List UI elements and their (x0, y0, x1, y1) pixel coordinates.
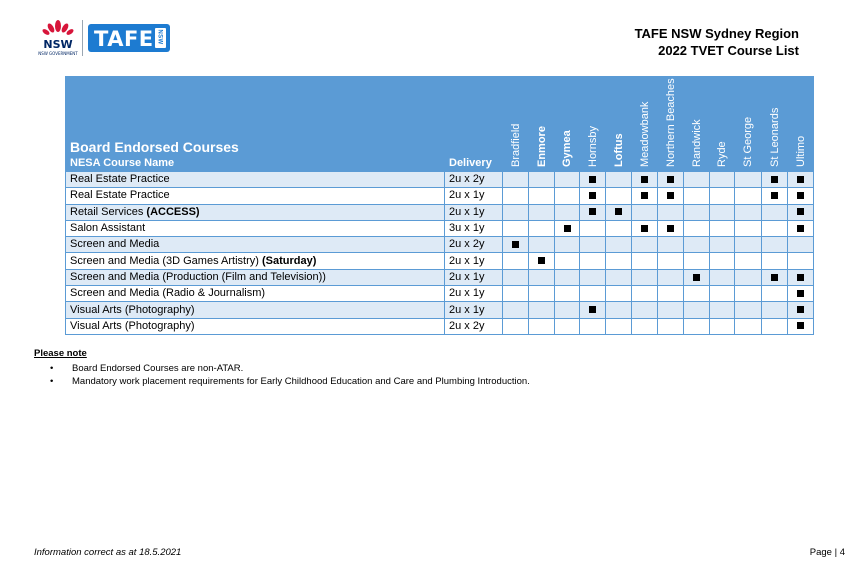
course-name-cell (66, 253, 445, 269)
note-item (34, 375, 530, 388)
availability-cell (503, 318, 529, 334)
campus-label: Bradfield (509, 123, 522, 167)
availability-cell (762, 269, 788, 285)
bullet-icon: • (50, 363, 54, 374)
course-suffix: (Saturday) (261, 254, 317, 267)
course-column-header: NESA Course Name (70, 157, 175, 169)
campus-label: Hornsby (586, 126, 599, 167)
logo-left-text: NSW GOVERNMENT (38, 51, 78, 56)
note-item (34, 362, 530, 375)
availability-cell (555, 237, 580, 253)
availability-cell (788, 286, 814, 302)
availability-cell (580, 286, 606, 302)
logo-divider (82, 20, 83, 56)
availability-cell (580, 253, 606, 269)
availability-cell (529, 286, 555, 302)
availability-cell (684, 269, 710, 285)
availability-cell (555, 253, 580, 269)
delivery-cell: 2u x 1y (445, 286, 503, 302)
campus-label: Ultimo (794, 135, 807, 167)
table-row (66, 204, 814, 220)
course-name: Real Estate Practice (70, 189, 170, 202)
availability-cell (529, 237, 555, 253)
available-square-icon (667, 225, 674, 232)
availability-cell (735, 269, 762, 285)
availability-cell (658, 172, 684, 188)
delivery-cell: 2u x 1y (445, 302, 503, 318)
availability-cell (710, 286, 735, 302)
section-title: Board Endorsed Courses (70, 139, 239, 155)
availability-cell (580, 237, 606, 253)
available-square-icon (797, 290, 804, 297)
availability-cell (735, 220, 762, 236)
availability-cell (606, 253, 632, 269)
availability-cell (658, 253, 684, 269)
availability-cell (529, 188, 555, 204)
available-square-icon (589, 208, 596, 215)
table-header-row (66, 77, 814, 172)
campus-label: Northern Beaches (664, 78, 677, 167)
table-row (66, 318, 814, 334)
availability-cell (710, 302, 735, 318)
availability-cell (606, 269, 632, 285)
available-square-icon (615, 208, 622, 215)
availability-cell (762, 318, 788, 334)
availability-cell (555, 204, 580, 220)
delivery-cell: 2u x 2y (445, 318, 503, 334)
available-square-icon (797, 192, 804, 199)
available-square-icon (641, 225, 648, 232)
availability-cell (529, 220, 555, 236)
available-square-icon (667, 192, 674, 199)
campus-label: Meadowbank (638, 101, 651, 167)
availability-cell (684, 204, 710, 220)
nsw-government-logo (37, 18, 79, 58)
availability-cell (503, 237, 529, 253)
availability-cell (684, 237, 710, 253)
availability-cell (529, 318, 555, 334)
campus-label: Enmore (535, 126, 548, 167)
course-name: Visual Arts (Photography) (70, 303, 195, 316)
bullet-icon: • (50, 376, 54, 387)
availability-cell (788, 220, 814, 236)
availability-cell (762, 302, 788, 318)
campus-header-cell (503, 77, 529, 172)
campus-header-cell (632, 77, 658, 172)
campus-label: Randwick (690, 119, 703, 167)
course-name: Screen and Media (70, 238, 160, 251)
availability-cell (735, 302, 762, 318)
availability-cell (788, 237, 814, 253)
availability-cell (762, 253, 788, 269)
availability-cell (788, 204, 814, 220)
tafe-nsw-logo (88, 24, 170, 52)
svg-text:NSW: NSW (43, 38, 73, 51)
availability-cell (684, 188, 710, 204)
table-row (66, 172, 814, 188)
availability-cell (580, 220, 606, 236)
delivery-cell: 2u x 1y (445, 204, 503, 220)
availability-cell (632, 237, 658, 253)
campus-header-cell (606, 77, 632, 172)
campus-header-cell (788, 77, 814, 172)
availability-cell (632, 286, 658, 302)
course-name: Retail Services (70, 205, 147, 218)
availability-cell (606, 318, 632, 334)
availability-cell (735, 188, 762, 204)
availability-cell (606, 220, 632, 236)
course-name-cell (66, 220, 445, 236)
availability-cell (710, 237, 735, 253)
availability-cell (735, 253, 762, 269)
course-name-cell (66, 237, 445, 253)
table-row (66, 188, 814, 204)
availability-cell (735, 172, 762, 188)
course-header-cell (66, 77, 445, 172)
availability-cell (684, 302, 710, 318)
availability-cell (503, 220, 529, 236)
availability-cell (503, 269, 529, 285)
campus-header-cell (555, 77, 580, 172)
available-square-icon (797, 176, 804, 183)
available-square-icon (771, 192, 778, 199)
note-text: Mandatory work placement requirements for Early Childhood Education and Care and Plumbing Introduction. (72, 376, 530, 387)
availability-cell (632, 172, 658, 188)
availability-cell (632, 318, 658, 334)
availability-cell (684, 253, 710, 269)
course-name-cell (66, 302, 445, 318)
availability-cell (606, 172, 632, 188)
available-square-icon (797, 225, 804, 232)
table-row (66, 237, 814, 253)
availability-cell (658, 220, 684, 236)
delivery-cell: 2u x 1y (445, 269, 503, 285)
course-name: Visual Arts (Photography) (70, 319, 195, 332)
available-square-icon (771, 274, 778, 281)
page-number: Page | 4 (809, 547, 845, 558)
availability-cell (710, 204, 735, 220)
availability-cell (735, 286, 762, 302)
course-name: Screen and Media (Production (Film and Television)) (70, 270, 326, 283)
availability-cell (529, 269, 555, 285)
campus-header-cell (580, 77, 606, 172)
availability-cell (503, 253, 529, 269)
availability-cell (555, 318, 580, 334)
available-square-icon (641, 192, 648, 199)
availability-cell (762, 204, 788, 220)
availability-cell (710, 253, 735, 269)
availability-cell (503, 172, 529, 188)
availability-cell (658, 286, 684, 302)
campus-header-cell (735, 77, 762, 172)
course-name: Real Estate Practice (70, 173, 170, 186)
campus-label: St Leonards (768, 107, 781, 167)
availability-cell (788, 188, 814, 204)
availability-cell (606, 302, 632, 318)
course-name-cell (66, 172, 445, 188)
availability-cell (555, 269, 580, 285)
availability-cell (632, 188, 658, 204)
campus-header-cell (710, 77, 735, 172)
delivery-cell: 2u x 1y (445, 253, 503, 269)
campus-header-cell (684, 77, 710, 172)
tafe-logo-nsw-tab (155, 28, 166, 48)
availability-cell (503, 204, 529, 220)
availability-cell (632, 220, 658, 236)
availability-cell (684, 172, 710, 188)
availability-cell (710, 269, 735, 285)
availability-cell (555, 220, 580, 236)
available-square-icon (797, 208, 804, 215)
campus-label: St George (742, 116, 754, 167)
availability-cell (580, 204, 606, 220)
availability-cell (735, 204, 762, 220)
available-square-icon (564, 225, 571, 232)
delivery-cell: 2u x 1y (445, 188, 503, 204)
availability-cell (762, 172, 788, 188)
availability-cell (710, 172, 735, 188)
course-name-cell (66, 269, 445, 285)
campus-header-cell (529, 77, 555, 172)
table-row (66, 302, 814, 318)
campus-label: Gymea (561, 130, 573, 167)
availability-cell (788, 172, 814, 188)
note-text: Board Endorsed Courses are non-ATAR. (72, 363, 244, 374)
availability-cell (503, 188, 529, 204)
availability-cell (788, 302, 814, 318)
campus-label: Ryde (716, 141, 728, 167)
available-square-icon (589, 306, 596, 313)
table-row (66, 286, 814, 302)
availability-cell (788, 253, 814, 269)
delivery-cell: 2u x 2y (445, 172, 503, 188)
title-line-2: 2022 TVET Course List (658, 43, 799, 58)
availability-cell (762, 220, 788, 236)
delivery-cell: 3u x 1y (445, 220, 503, 236)
available-square-icon (797, 322, 804, 329)
available-square-icon (589, 176, 596, 183)
availability-cell (632, 253, 658, 269)
availability-cell (632, 302, 658, 318)
availability-cell (503, 302, 529, 318)
availability-cell (762, 237, 788, 253)
availability-cell (658, 188, 684, 204)
availability-cell (580, 172, 606, 188)
available-square-icon (771, 176, 778, 183)
document-title (635, 25, 799, 59)
availability-cell (606, 204, 632, 220)
tafe-logo-subtext: NSW (156, 29, 163, 45)
course-name: Screen and Media (Radio & Journalism) (70, 287, 266, 300)
availability-cell (606, 286, 632, 302)
available-square-icon (538, 257, 545, 264)
availability-cell (606, 188, 632, 204)
availability-cell (788, 318, 814, 334)
availability-cell (684, 220, 710, 236)
availability-cell (580, 188, 606, 204)
availability-cell (710, 188, 735, 204)
delivery-cell: 2u x 2y (445, 237, 503, 253)
title-line-1: TAFE NSW Sydney Region (634, 26, 799, 41)
campus-header-cell (762, 77, 788, 172)
course-table (65, 76, 814, 335)
course-name: Screen and Media (3D Games Artistry) (70, 254, 262, 267)
available-square-icon (589, 192, 596, 199)
availability-cell (529, 253, 555, 269)
availability-cell (658, 269, 684, 285)
tafe-logo-text: TAFE (94, 27, 154, 51)
available-square-icon (641, 176, 648, 183)
course-name-cell (66, 318, 445, 334)
availability-cell (580, 269, 606, 285)
availability-cell (684, 318, 710, 334)
availability-cell (555, 286, 580, 302)
available-square-icon (797, 306, 804, 313)
availability-cell (555, 302, 580, 318)
footer-info: Information correct as at 18.5.2021 (34, 547, 182, 558)
table-row (66, 253, 814, 269)
course-name: Salon Assistant (70, 222, 146, 235)
availability-cell (503, 286, 529, 302)
notes-section (34, 348, 530, 388)
course-name-cell (66, 286, 445, 302)
availability-cell (580, 302, 606, 318)
availability-cell (710, 318, 735, 334)
campus-header-cell (658, 77, 684, 172)
table-row (66, 269, 814, 285)
availability-cell (735, 237, 762, 253)
course-name-cell (66, 188, 445, 204)
availability-cell (580, 318, 606, 334)
availability-cell (632, 269, 658, 285)
availability-cell (658, 204, 684, 220)
available-square-icon (693, 274, 700, 281)
availability-cell (735, 318, 762, 334)
availability-cell (762, 286, 788, 302)
availability-cell (658, 237, 684, 253)
delivery-column-header: Delivery (445, 77, 503, 172)
table-row (66, 220, 814, 236)
availability-cell (658, 318, 684, 334)
campus-label: Loftus (612, 133, 625, 167)
notes-title: Please note (34, 348, 87, 359)
availability-cell (555, 172, 580, 188)
availability-cell (762, 188, 788, 204)
availability-cell (788, 269, 814, 285)
availability-cell (710, 220, 735, 236)
availability-cell (529, 204, 555, 220)
available-square-icon (667, 176, 674, 183)
availability-cell (529, 172, 555, 188)
available-square-icon (512, 241, 519, 248)
availability-cell (684, 286, 710, 302)
availability-cell (658, 302, 684, 318)
availability-cell (529, 302, 555, 318)
availability-cell (555, 188, 580, 204)
available-square-icon (797, 274, 804, 281)
course-suffix: (ACCESS) (146, 205, 200, 218)
course-name-cell (66, 204, 445, 220)
availability-cell (606, 237, 632, 253)
availability-cell (632, 204, 658, 220)
